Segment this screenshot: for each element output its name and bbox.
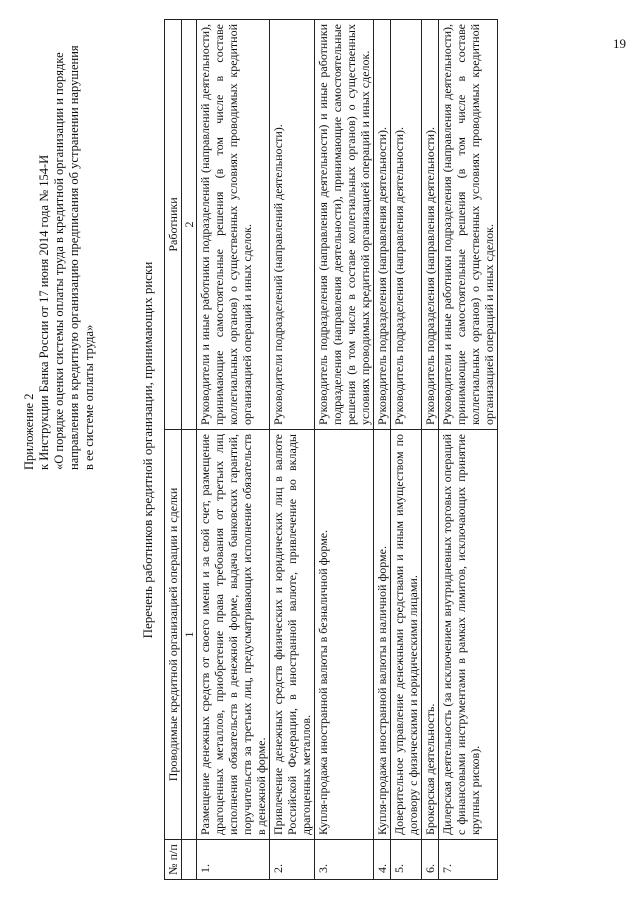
page-number: 19 <box>613 36 626 51</box>
appendix-reference: к Инструкции Банка России от 17 июня 2014 года № 154-И <box>37 154 51 470</box>
table-index-row <box>182 20 197 880</box>
row-employees: Руководители и иные работники подразделений (направлений деятельности), принимающие самостоятельные решения (в том числе в составе коллегиальных органов) о существенных условиях проводимых кредитной организацией операций и иных сделок. <box>197 20 270 430</box>
table-row <box>422 20 439 880</box>
row-employees: Руководители подразделений (направлений деятельности). <box>270 20 315 430</box>
appendix-instruction-title: «О порядке оценки системы оплаты труда в кредитной организации и порядке направления в кредитную организацию предписания об устранении нарушения в ее системе оплаты труда» <box>52 45 96 470</box>
table-row <box>439 20 498 880</box>
risk-takers-table <box>164 19 498 880</box>
row-employees: Руководитель подразделения (направления деятельности). <box>391 20 422 430</box>
index-blank <box>182 840 197 880</box>
row-employees: Руководитель подразделения (направления деятельности) и иные работники подразделения (направления деятельности), принимающие самостоятельные решения (в том числе в составе коллегиальных органов) о существенных условиях проводимых кредитной организацией операций и иных сделок. <box>315 20 374 430</box>
row-number: 3. <box>315 840 374 880</box>
table-row <box>315 20 374 880</box>
row-number: 5. <box>391 840 422 880</box>
row-number: 7. <box>439 840 498 880</box>
table-row <box>391 20 422 880</box>
row-operation: Брокерская деятельность. <box>422 430 439 840</box>
header-operations: Проводимые кредитной организацией операции и сделки <box>165 430 182 840</box>
row-operation: Размещение денежных средств от своего имени и за свой счет, размещение драгоценных металлов, приобретение права требования от третьих лиц исполнения обязательств в денежной форме, выдача банковских гарантий, поручительств за третьих лиц, предусматривающих исполнение обязательств в денежной форме. <box>197 430 270 840</box>
table-row <box>374 20 391 880</box>
table-row <box>197 20 270 880</box>
row-operation: Купля-продажа иностранной валюты в наличной форме. <box>374 430 391 840</box>
appendix-header <box>22 40 97 470</box>
row-operation: Купля-продажа иностранной валюты в безналичной форме. <box>315 430 374 840</box>
table-row <box>270 20 315 880</box>
document-title: Перечень работников кредитной организации, принимающих риски <box>140 261 155 639</box>
header-employees: Работники <box>165 20 182 430</box>
appendix-label: Приложение 2 <box>22 393 36 470</box>
row-operation: Привлечение денежных средств физических и юридических лиц в валюте Российской Федерации, в иностранной валюте, привлечение во вклады драгоценных металлов. <box>270 430 315 840</box>
table-header-row <box>165 20 182 880</box>
header-number: № п/п <box>165 840 182 880</box>
row-number: 6. <box>422 840 439 880</box>
row-operation: Дилерская деятельность (за исключением внутридневных торговых операций с финансовыми инструментами в рамках лимитов, исключающих принятие крупных рисков). <box>439 430 498 840</box>
row-number: 1. <box>197 840 270 880</box>
row-employees: Руководители и иные работники подразделения (направления деятельности), принимающие самостоятельные решения (в том числе в составе коллегиальных органов) о существенных условиях проводимых кредитной организацией операций и иных сделок. <box>439 20 498 430</box>
row-employees: Руководитель подразделения (направления деятельности). <box>422 20 439 430</box>
row-operation: Доверительное управление денежными средствами и иным имуществом по договору с физическими и юридическими лицами. <box>391 430 422 840</box>
rotated-page-content <box>22 20 622 880</box>
index-operations: 1 <box>182 430 197 840</box>
row-employees: Руководитель подразделения (направления деятельности). <box>374 20 391 430</box>
row-number: 2. <box>270 840 315 880</box>
index-employees: 2 <box>182 20 197 430</box>
row-number: 4. <box>374 840 391 880</box>
